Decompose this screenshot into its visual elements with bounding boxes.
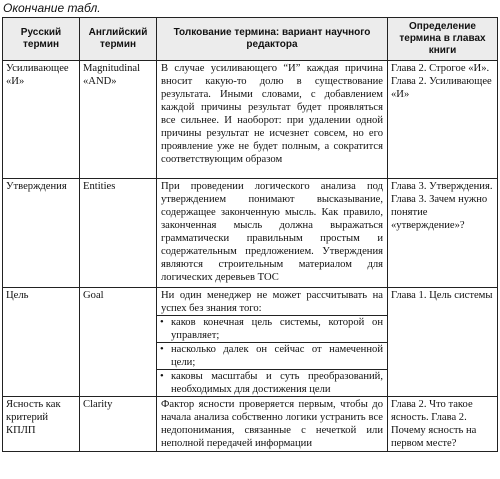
- cell-chapter: Глава 2. Что такое ясность. Глава 2. Почему ясность на первом месте?: [388, 397, 498, 452]
- bullet-icon: •: [160, 317, 164, 328]
- column-header-interpretation: Толкование термина: вариант научного редактора: [157, 18, 388, 61]
- bullet-icon: •: [160, 344, 164, 355]
- cell-russian-term: Утверждения: [3, 179, 80, 288]
- table-header-row: [3, 18, 498, 61]
- cell-interpretation: [157, 288, 388, 397]
- list-item-text: каков конечная цель системы, которой он управляет;: [171, 317, 383, 341]
- cell-chapter: Глава 3. Утверждения. Глава 3. Зачем нужно понятие «утверждение»?: [388, 179, 498, 288]
- cell-russian-term: Цель: [3, 288, 80, 397]
- goal-intro-text: Ни один менеджер не может рассчитывать на успех без знания того:: [161, 290, 383, 314]
- bullet-icon: •: [160, 371, 164, 382]
- table-caption: Окончание табл.: [3, 1, 101, 15]
- cell-russian-term: Ясность как критерий КПЛП: [3, 397, 80, 452]
- table-row: [3, 288, 498, 397]
- cell-english-term: Goal: [80, 288, 157, 397]
- cell-russian-term: Усиливающее «И»: [3, 61, 80, 179]
- cell-english-term: Entities: [80, 179, 157, 288]
- list-item: [157, 369, 387, 396]
- column-header-russian: Русский термин: [3, 18, 80, 61]
- cell-chapter: Глава 2. Строгое «И». Глава 2. Усиливающее «И»: [388, 61, 498, 179]
- cell-chapter: Глава 1. Цель системы: [388, 288, 498, 397]
- column-header-english: Английский термин: [80, 18, 157, 61]
- column-header-chapter: Определение термина в главах книги: [388, 18, 498, 61]
- terms-table: [2, 17, 498, 452]
- table-row: [3, 179, 498, 288]
- table-row: [3, 397, 498, 452]
- cell-interpretation: При проведении логического анализа под утверждением понимают высказывание, содержащее законченную мысль. Как правило, законченная мысль должна выражаться грамматически правильным простым и содержательным предложением. Утверждения являются строительным материалом для логических деревьев ТОС: [157, 179, 388, 288]
- list-item-text: каковы масштабы и суть преобразований, необходимых для достижения цели: [171, 371, 383, 395]
- list-item: [157, 315, 387, 342]
- cell-interpretation: Фактор ясности проверяется первым, чтобы до начала анализа собственно логики устранить все недопонимания, связанные с нечеткой или неполной передачей информации: [157, 397, 388, 452]
- list-item: [157, 342, 387, 369]
- cell-english-term: Clarity: [80, 397, 157, 452]
- cell-english-term: Magnitudinal «AND»: [80, 61, 157, 179]
- table-row: [3, 61, 498, 179]
- cell-interpretation: В случае усиливающего “И” каждая причина вносит какую-то долю в существование результата. Иными словами, с добавлением каждой причины результат будет проявляться все сильнее. И наоборот: при удалении одной причины результат не исчезнет совсем, но его проявление уже не будет полным, а сократится соответствующим образом: [157, 61, 388, 179]
- list-item-text: насколько далек он сейчас от намеченной цели;: [171, 344, 383, 368]
